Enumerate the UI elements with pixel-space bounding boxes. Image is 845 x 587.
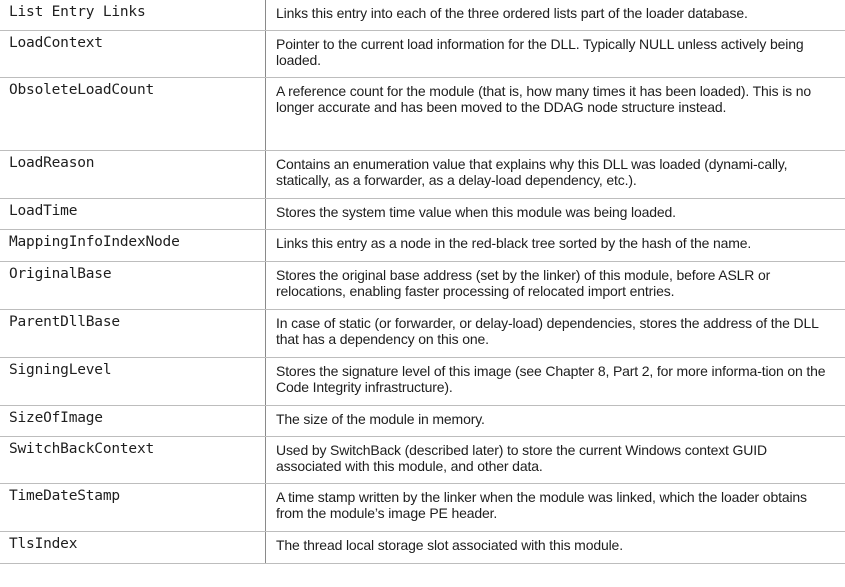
table-row [0, 358, 845, 406]
field-name: LoadContext [0, 31, 266, 77]
field-description: A reference count for the module (that is, how many times it has been loaded). This is no longer accurate and has been moved to the DDAG node structure instead. [276, 83, 812, 115]
field-name: SizeOfImage [0, 406, 266, 436]
field-description: The thread local storage slot associated with this module. [276, 537, 623, 553]
table-row [0, 199, 845, 230]
field-name: List Entry Links [0, 0, 266, 30]
table-row [0, 310, 845, 358]
field-description: Links this entry into each of the three ordered lists part of the loader database. [276, 5, 748, 21]
field-description: A time stamp written by the linker when the module was linked, which the loader obtains from the module’s image PE header. [276, 489, 807, 521]
table-row [0, 0, 845, 31]
field-name: LoadTime [0, 199, 266, 229]
field-name: SigningLevel [0, 358, 266, 405]
field-name: SwitchBackContext [0, 437, 266, 483]
field-description: Pointer to the current load information for the DLL. Typically NULL unless actively being loaded. [276, 36, 804, 68]
field-name: MappingInfoIndexNode [0, 230, 266, 261]
field-name: TimeDateStamp [0, 484, 266, 531]
field-description: Stores the system time value when this module was being loaded. [276, 204, 676, 220]
field-description: The size of the module in memory. [276, 411, 485, 427]
table-row [0, 262, 845, 310]
field-name: ObsoleteLoadCount [0, 78, 266, 150]
table-row [0, 484, 845, 532]
field-description: Contains an enumeration value that explains why this DLL was loaded (dynami-cally, statically, as a forwarder, as a delay-load dependency, etc.). [276, 156, 788, 188]
field-description: In case of static (or forwarder, or delay-load) dependencies, stores the address of the DLL that has a dependency on this one. [276, 315, 819, 347]
field-name: ParentDllBase [0, 310, 266, 357]
field-name: LoadReason [0, 151, 266, 198]
field-description: Stores the original base address (set by the linker) of this module, before ASLR or relocations, enabling faster processing of relocated import entries. [276, 267, 771, 299]
field-name: TlsIndex [0, 532, 266, 563]
field-name: OriginalBase [0, 262, 266, 309]
table-row [0, 406, 845, 437]
table-row [0, 532, 845, 564]
field-description: Links this entry as a node in the red-black tree sorted by the hash of the name. [276, 235, 752, 251]
table-row [0, 437, 845, 484]
field-description: Stores the signature level of this image (see Chapter 8, Part 2, for more informa-tion on the Code Integrity infrastructure). [276, 363, 826, 395]
table-row [0, 78, 845, 151]
table-row [0, 151, 845, 199]
field-description: Used by SwitchBack (described later) to store the current Windows context GUID associated with this module, and other data. [276, 442, 767, 474]
table-row [0, 31, 845, 78]
table-row [0, 230, 845, 262]
